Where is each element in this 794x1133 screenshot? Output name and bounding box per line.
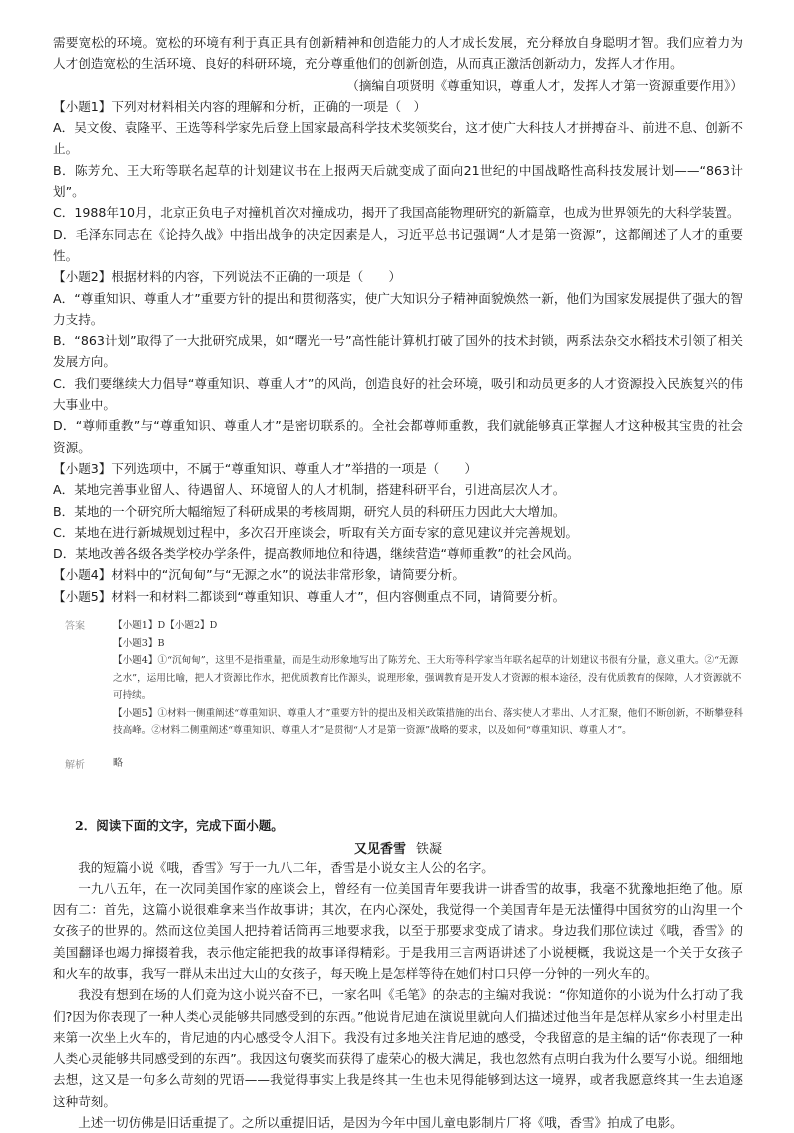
question-2-heading: 2．阅读下面的文字，完成下面小题。 (75, 817, 284, 833)
question-2-option-c: C．我们要继续大力倡导“尊重知识、尊重人才”的风尚，创造良好的社会环境，吸引和动员更多的人才资源投入民族复兴的伟大事业中。 (53, 375, 743, 413)
citation: （摘编自项贤明《尊重知识，尊重人才，发挥人才第一资源重要作用》） (346, 77, 743, 93)
analysis-text: 略 (113, 757, 123, 769)
answer-line: 【小题4】①“沉甸甸”，这里不是指重量，而是生动形象地写出了陈芳允、王大珩等科学家当年联名起草的计划建议书很有分量，意义重大。②“无源之水”，运用比喻，把人才资源比作水，把优质教育比作源头，说理形象，强调教育是开发人才资源的根本途径，没有优质教育的保障，人才资源就不可持续。 (113, 655, 742, 702)
question-5-stem: 【小题5】材料一和材料二都谈到“尊重知识、尊重人才”，但内容侧重点不同，请简要分析。 (53, 588, 566, 604)
question-3-option-c: C．某地在进行新城规划过程中，多次召开座谈会，听取有关方面专家的意见建议并完善规划。 (53, 524, 579, 540)
question-1-option-d: D．毛泽东同志在《论持久战》中指出战争的决定因素是人，习近平总书记强调“人才是第一资源”，这都阐述了人才的重要性。 (53, 226, 743, 263)
question-1-option-a: A．吴文俊、袁隆平、王选等科学家先后登上国家最高科学技术奖领奖台，这才使广大科技人才拼搏奋斗、前进不息、创新不止。 (53, 120, 743, 157)
answer-line: 【小题3】B (113, 637, 165, 649)
story-paragraph: 我没有想到在场的人们竟为这小说兴奋不已，一家名叫《毛笔》的杂志的主编对我说：“你知道你的小说为什么打动了我们?因为你表现了一种人类心灵能够共同感受到的东西。”他说肯尼迪在演说里就向人们描述过他当年是怎样从家乡小村里走出来第一次坐上火车的，肯尼迪的内心感受令人泪下。我没有过多地关注肯尼迪的感受，令我留意的是主编的话“你表现了一种人类心灵能够共同感受到的东西”。我因这句褒奖而获得了虚荣心的极大满足，我也忽然有点明白我为什么要写小说。细细地去想，这又是一句多么苛刻的咒语——我觉得事实上我是终其一生也未见得能够到达这一境界，或者我愿意终其一生去追逐这种苛刻。 (53, 987, 743, 1109)
question-1-option-c: C．1988年10月，北京正负电子对撞机首次对撞成功，揭开了我国高能物理研究的新篇章，也成为世界领先的大科学装置。 (53, 205, 740, 221)
question-3-option-d: D．某地改善各级各类学校办学条件，提高教师地位和待遇，继续营造“尊师重教”的社会风尚。 (53, 546, 580, 562)
question-2-option-d: D．“尊师重教”与“尊重知识、尊重人才”是密切联系的。全社会都尊师重教，我们就能够真正掌握人才这种极其宝贵的社会资源。 (53, 418, 743, 455)
answer-line: 【小题1】D【小题2】D (113, 620, 218, 632)
question-3-option-b: B．某地的一个研究所大幅缩短了科研成果的考核周期，研究人员的科研压力因此大大增加。 (53, 503, 566, 519)
question-list (53, 96, 743, 607)
story-author: 铁凝 (416, 841, 443, 857)
answer-block (65, 617, 743, 740)
question-2-stem: 【小题2】根据材料的内容，下列说法不正确的一项是（ ） (53, 269, 402, 285)
question-2-option-b: B．“863计划”取得了一大批研究成果，如“曙光一号”高性能计算机打破了国外的技术封锁，两系法杂交水稻技术引领了相关发展方向。 (53, 333, 743, 370)
answer-label: 答案 (65, 621, 85, 633)
question-1-stem: 【小题1】下列对材料相关内容的理解和分析，正确的一项是（ ） (53, 98, 427, 114)
analysis-row (65, 754, 743, 772)
story-body (53, 857, 743, 1133)
story-paragraph: 我的短篇小说《哦，香雪》写于一九八二年，香雪是小说女主人公的名字。 (78, 859, 494, 875)
document-page (53, 32, 743, 1133)
question-3-option-a: A．某地完善事业留人、待遇留人、环境留人的人才机制，搭建科研平台，引进高层次人才。 (53, 482, 566, 498)
answer-body (113, 617, 743, 740)
passage-paragraph: 需要宽松的环境。宽松的环境有利于真正具有创新精神和创造能力的人才成长发展，充分释放自身聪明才智。我们应着力为人才创造宽松的生活环境、良好的科研环境，充分尊重他们的创新创造，从而真正激活创新动力，发挥人才作用。 (53, 35, 743, 72)
story-paragraph: 一九八五年，在一次同美国作家的座谈会上，曾经有一位美国青年要我讲一讲香雪的故事，我毫不犹豫地拒绝了他。原因有二：首先，这篇小说很难拿来当作故事讲；其次，在内心深处，我觉得一个美国青年是无法懂得中国贫穷的山沟里一个女孩子的世界的。然而这位美国人把持着话筒再三地要求我，以至于那要求变成了请求。身边我们那位读过《哦，香雪》的美国翻译也竭力撺掇着我，表示他定能把我的故事译得精彩。于是我用三言两语讲述了小说梗概，我说这是一个关于女孩子和火车的故事，我写一群从未出过大山的女孩子，每天晚上是怎样等待在她们村口只停一分钟的一列火车的。 (53, 880, 743, 981)
question-4-stem: 【小题4】材料中的“沉甸甸”与“无源之水”的说法非常形象，请简要分析。 (53, 567, 465, 583)
story-paragraph: 上述一切仿佛是旧话重提了。之所以重提旧话，是因为今年中国儿童电影制片厂将《哦，香雪》拍成了电影。 (78, 1115, 683, 1131)
answer-line: 【小题5】①材料一侧重阐述“尊重知识、尊重人才”重要方针的提出及相关政策措施的出台、落实使人才辈出、人才汇聚，他们不断创新，不断攀登科技高峰。②材料二侧重阐述“尊重知识、尊重人才”是贯彻“人才是第一资源”战略的要求，以及如何“尊重知识、尊重人才”。 (113, 707, 743, 737)
story-title: 又见香雪 (353, 841, 406, 857)
question-2-option-a: A．“尊重知识、尊重人才”重要方针的提出和贯彻落实，使广大知识分子精神面貌焕然一新，他们为国家发展提供了强大的智力支持。 (53, 290, 743, 327)
question-1-option-b: B．陈芳允、王大珩等联名起草的计划建议书在上报两天后就变成了面向21世纪的中国战略性高科技发展计划——“863计划”。 (53, 162, 743, 200)
story-title-line (53, 838, 743, 857)
question-3-stem: 【小题3】下列选项中，不属于“尊重知识、尊重人才”举措的一项是（ ） (53, 460, 478, 476)
analysis-label: 解析 (65, 759, 85, 771)
